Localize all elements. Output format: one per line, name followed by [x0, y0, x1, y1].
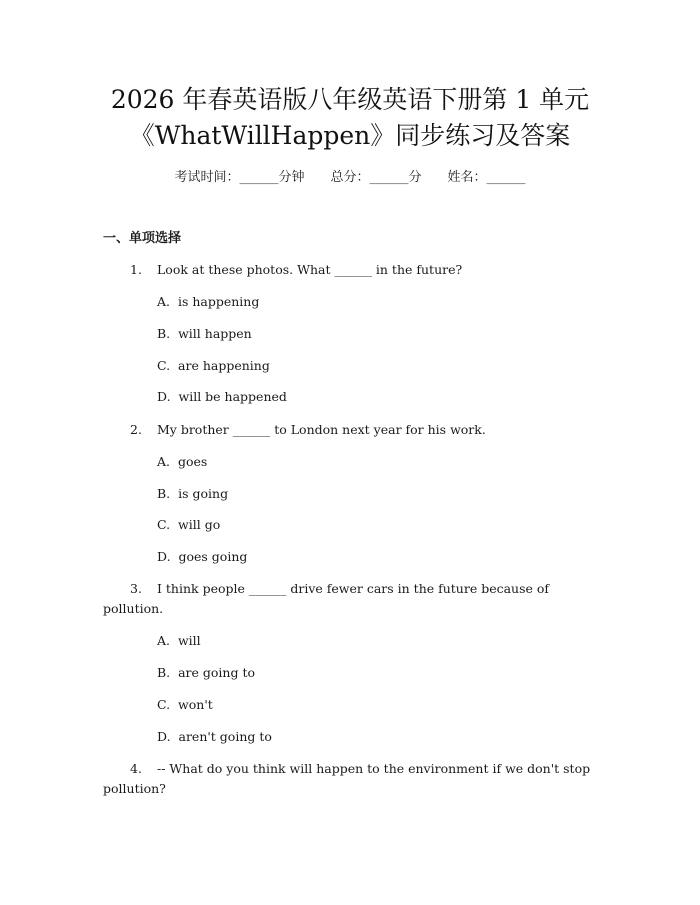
question-3-option-c: C. won't — [157, 697, 213, 712]
question-1 — [103, 260, 597, 280]
question-1-option-d: D. will be happened — [157, 389, 287, 404]
exam-meta — [0, 168, 700, 188]
section-title: 一、单项选择 — [103, 231, 182, 246]
question-2-option-a: A. goes — [157, 454, 208, 469]
question-2-option-d: D. goes going — [157, 549, 248, 564]
question-2 — [103, 420, 597, 440]
question-text: Look at these photos. What ______ in the future? — [157, 262, 463, 277]
question-1-option-c: C. are happening — [157, 358, 270, 373]
question-text: My brother ______ to London next year for his work. — [157, 422, 486, 437]
question-number: 4. — [130, 761, 142, 776]
question-2-option-b: B. is going — [157, 486, 229, 501]
document-title-line-1: 2026 年春英语版八年级英语下册第 1 单元 — [110, 85, 590, 114]
document-title-line-2: 《WhatWillHappen》同步练习及答案 — [129, 121, 571, 150]
question-number: 2. — [130, 422, 142, 437]
question-3-option-d: D. aren't going to — [157, 729, 272, 744]
question-2-option-c: C. will go — [157, 517, 221, 532]
exam-time-field: 考试时间：______分钟 — [174, 170, 305, 185]
question-number: 3. — [130, 581, 142, 596]
question-1-option-a: A. is happening — [157, 294, 260, 309]
question-text: I think people ______ drive fewer cars in the future because of pollution. — [103, 581, 550, 616]
question-number: 1. — [130, 262, 142, 277]
question-3-option-b: B. are going to — [157, 665, 256, 680]
question-1-option-b: B. will happen — [157, 326, 252, 341]
student-name-field: 姓名：______ — [447, 170, 526, 185]
exam-score-field: 总分：______分 — [330, 170, 422, 185]
question-text: -- What do you think will happen to the environment if we don't stop pollution? — [103, 761, 591, 796]
question-4 — [103, 759, 597, 799]
question-3-option-a: A. will — [157, 633, 201, 648]
question-3 — [103, 579, 597, 619]
